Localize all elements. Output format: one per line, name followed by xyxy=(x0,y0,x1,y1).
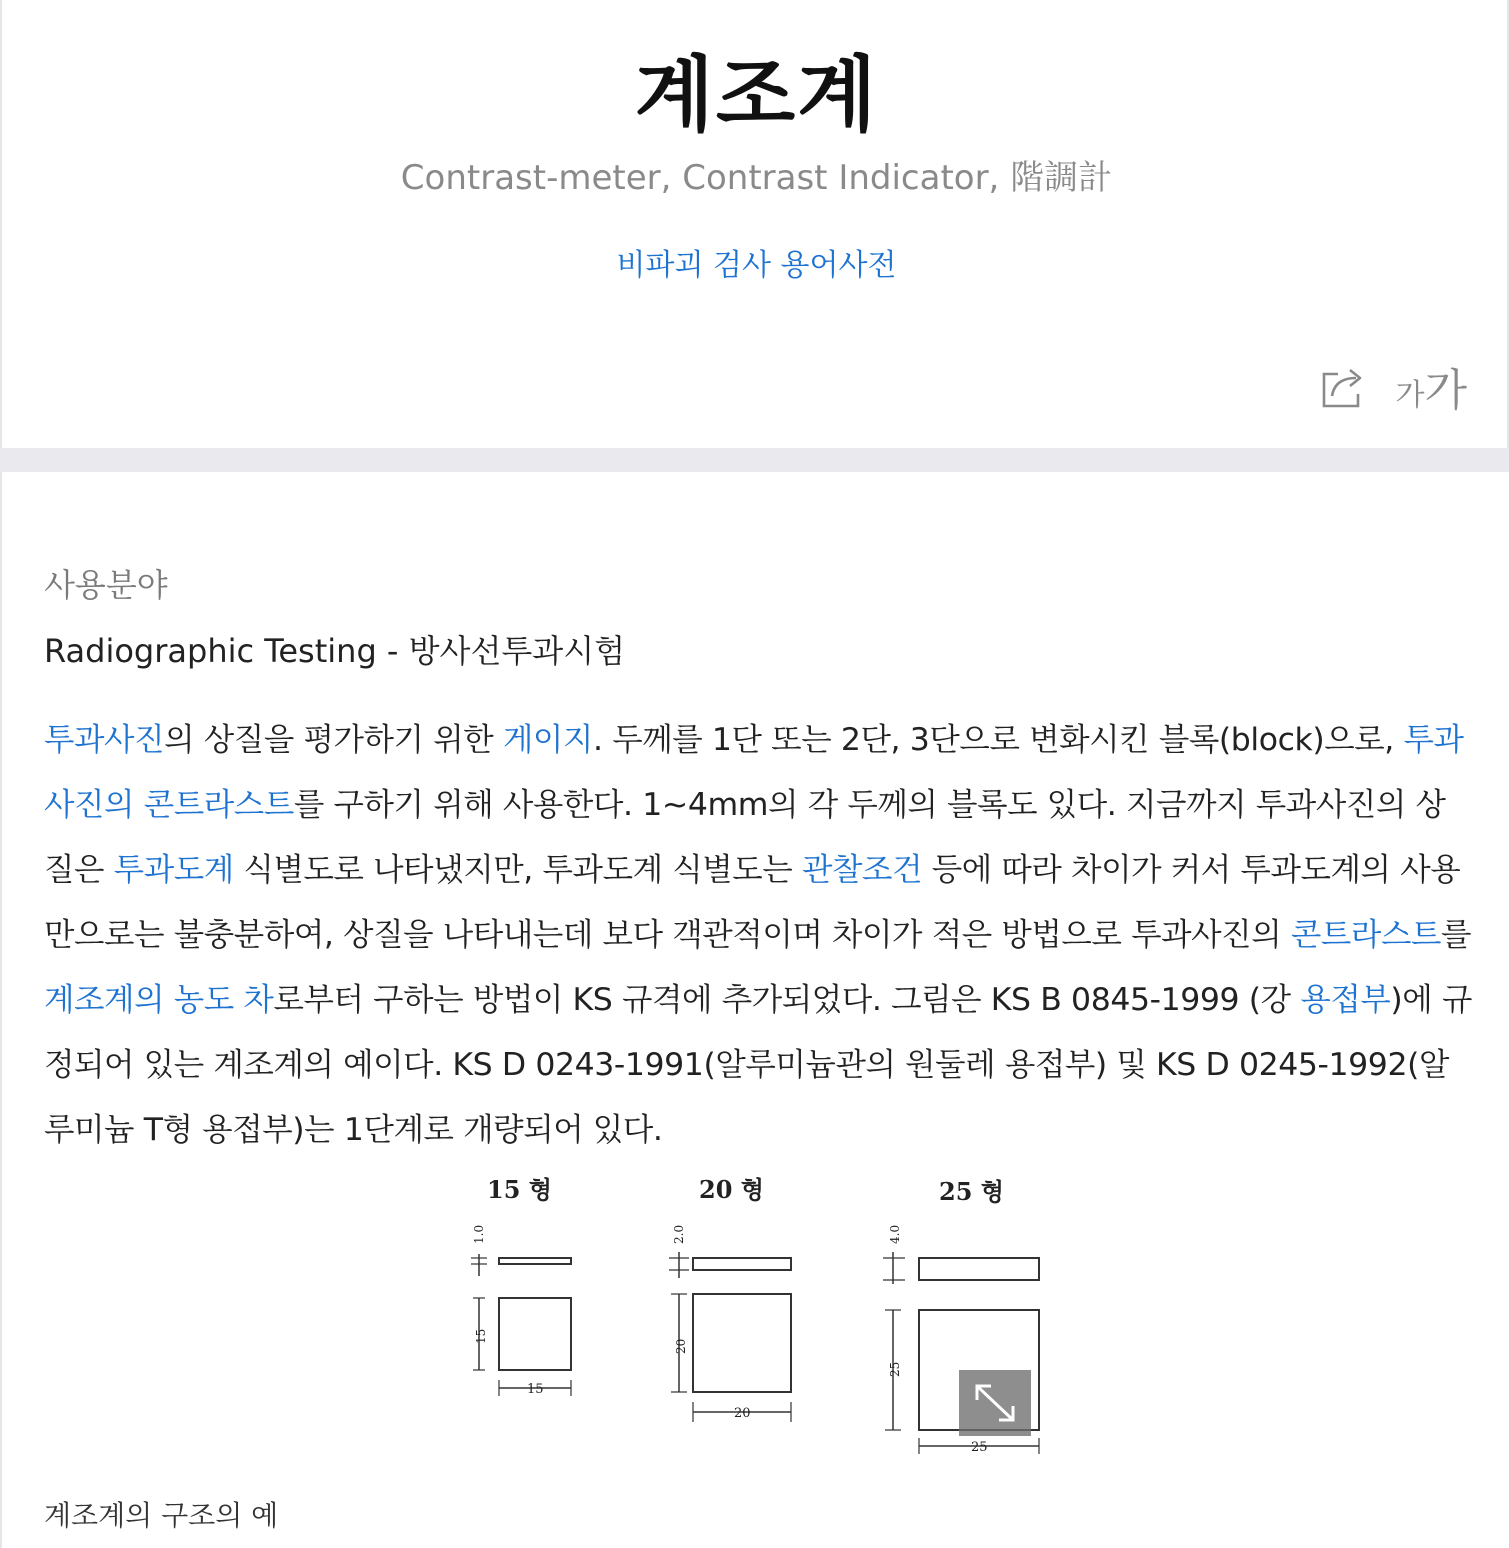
figure-dimension: 25 xyxy=(888,1361,902,1377)
figure-dimension: 4.0 xyxy=(888,1224,902,1244)
entry-content xyxy=(0,472,1509,1548)
text-segment: )에 규정되어 있는 계조계의 예이다. KS D 0243-1991(알루미늄관의 원둘레 용접부) 및 KS D 0245-1992(알루미늄 T형 용접부)는 1단계로 개량되어 있다. xyxy=(44,982,1472,1148)
field-label: 사용분야 xyxy=(44,566,168,604)
field-value: Radiographic Testing - 방사선투과시험 xyxy=(44,632,626,670)
text-segment: 로부터 구하는 방법이 KS 규격에 추가되었다. 그림은 KS B 0845-1999 (강 xyxy=(273,982,1301,1018)
section-divider xyxy=(0,448,1509,472)
figure-dimension: 20 xyxy=(674,1338,688,1354)
share-icon[interactable] xyxy=(1318,360,1370,412)
link-density-difference[interactable]: 계조계의 농도 차 xyxy=(44,982,274,1018)
font-size-large-label: 가 xyxy=(1424,365,1467,416)
figure-dimension: 2.0 xyxy=(672,1224,686,1244)
link-contrast[interactable]: 콘트라스트 xyxy=(1290,917,1442,953)
link-radiograph-contrast[interactable]: 투과사진의 콘트라스트 xyxy=(44,722,1464,823)
text-segment: . 두께를 1단 또는 2단, 3단으로 변화시킨 블록(block)으로, xyxy=(592,722,1404,758)
figure-dimension: 1.0 xyxy=(472,1224,486,1244)
dictionary-source-link[interactable]: 비파괴 검사 용어사전 xyxy=(616,248,897,283)
font-size-button[interactable] xyxy=(1396,354,1468,418)
figure-dimension: 20 xyxy=(734,1406,751,1421)
figure-type-label: 25 형 xyxy=(939,1177,1004,1206)
text-segment: 의 상질을 평가하기 위한 xyxy=(164,722,503,758)
link-gauge[interactable]: 게이지 xyxy=(502,722,593,758)
definition-text xyxy=(44,708,1474,1163)
entry-header xyxy=(0,0,1509,448)
figure-dimension: 15 xyxy=(474,1328,488,1344)
link-penetrameter[interactable]: 투과도계 xyxy=(113,852,234,888)
link-radiograph[interactable]: 투과사진 xyxy=(44,722,165,758)
link-weld[interactable]: 용접부 xyxy=(1300,982,1391,1018)
header-tools xyxy=(1318,356,1468,416)
figure-dimension: 15 xyxy=(527,1382,544,1397)
text-segment: 식별도로 나타냈지만, 투과도계 식별도는 xyxy=(233,852,802,888)
text-segment: 를 xyxy=(1441,917,1472,953)
figure-type-label: 15 형 xyxy=(487,1175,552,1204)
figure-caption: 계조계의 구조의 예 xyxy=(44,1499,279,1532)
text-segment: 등에 따라 차이가 커서 투과도계의 사용만으로는 불충분하여, 상질을 나타내는데 보다 객관적이며 차이가 적은 방법으로 투과사진의 xyxy=(44,852,1461,953)
entry-subtitle: Contrast-meter, Contrast Indicator, 階調計 xyxy=(400,158,1113,198)
expand-icon xyxy=(959,1370,1031,1436)
text-segment: 를 구하기 위해 사용한다. 1~4mm의 각 두께의 블록도 있다. 지금까지 투과사진의 상질은 xyxy=(44,787,1446,888)
font-size-small-label: 가 xyxy=(1395,378,1425,413)
page-title: 계조계 xyxy=(634,48,879,143)
image-expand-button[interactable] xyxy=(959,1370,1031,1436)
figure-type-label: 20 형 xyxy=(699,1175,764,1204)
figure-dimension: 25 xyxy=(971,1440,988,1455)
link-viewing-conditions[interactable]: 관찰조건 xyxy=(801,852,923,888)
